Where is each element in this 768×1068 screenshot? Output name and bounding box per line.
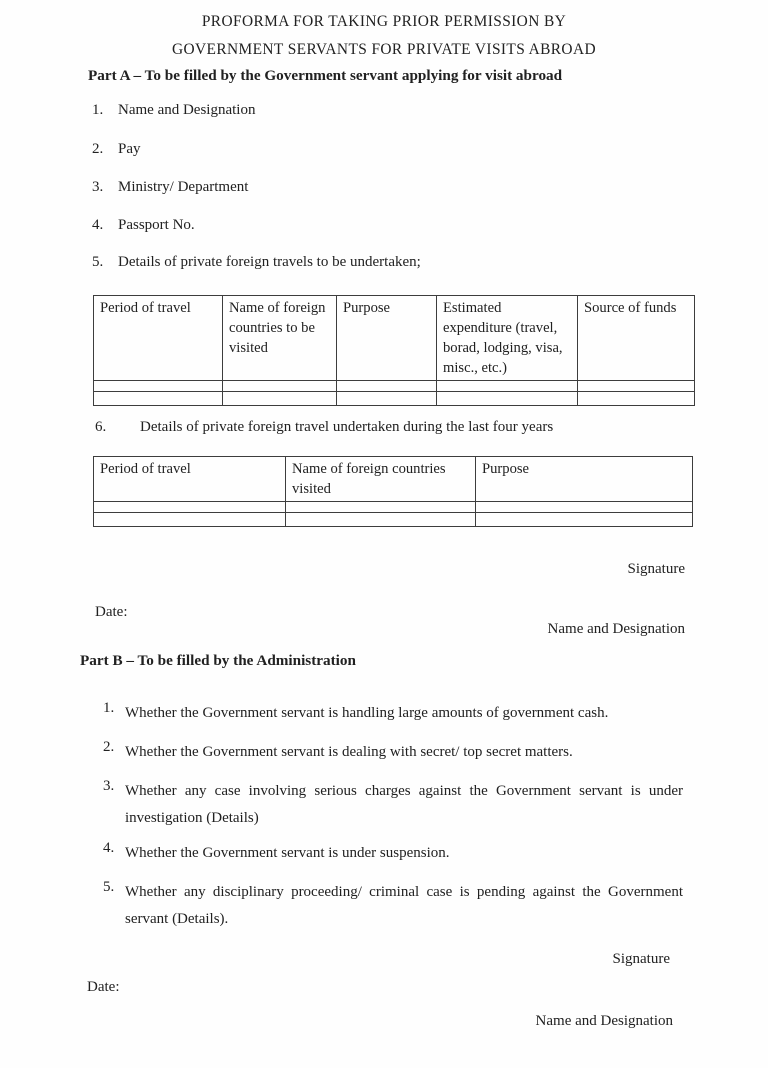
column-header-period: Period of travel	[94, 296, 223, 381]
part-b-item-3	[103, 778, 683, 832]
part-b-item-5	[103, 879, 683, 933]
part-b-date-label: Date:	[87, 979, 120, 995]
item-text: Whether the Government servant is dealing with secret/ top secret matters.	[125, 744, 573, 760]
empty-cell	[476, 502, 693, 513]
empty-cell	[337, 392, 437, 406]
empty-cell	[94, 381, 223, 392]
part-a-signature-label: Signature	[627, 561, 685, 577]
item-number: 4.	[103, 840, 115, 856]
form-title-line-1: PROFORMA FOR TAKING PRIOR PERMISSION BY	[201, 13, 567, 30]
item-text: Passport No.	[118, 217, 195, 233]
item-number: 2.	[92, 141, 104, 157]
table-empty-row	[94, 513, 693, 527]
part-b-item-2	[103, 739, 683, 766]
part-b-item-1	[103, 700, 683, 727]
table-header-row	[94, 296, 695, 381]
part-a-heading: Part A – To be filled by the Government servant applying for visit abroad	[88, 67, 563, 84]
empty-cell	[94, 392, 223, 406]
empty-cell	[578, 381, 695, 392]
item-text: Details of private foreign travel undertaken during the last four years	[140, 419, 554, 435]
empty-cell	[286, 513, 476, 527]
item-number: 3.	[92, 179, 104, 195]
column-header-countries: Name of foreign countries to be visited	[223, 296, 337, 381]
item-number: 4.	[92, 217, 104, 233]
empty-cell	[578, 392, 695, 406]
empty-cell	[94, 502, 286, 513]
item-number: 3.	[103, 778, 115, 794]
part-b-name-designation-label: Name and Designation	[535, 1013, 673, 1029]
column-header-countries: Name of foreign countries visited	[286, 457, 476, 502]
part-a-item-1	[92, 102, 255, 119]
part-a-name-designation-label: Name and Designation	[547, 621, 685, 637]
table-empty-row	[94, 502, 693, 513]
table-header-row	[94, 457, 693, 502]
part-a-item-2	[92, 141, 141, 158]
part-b-item-4	[103, 840, 683, 867]
travel-history-table	[93, 456, 693, 527]
item-text: Ministry/ Department	[118, 179, 249, 195]
empty-cell	[223, 381, 337, 392]
part-a-item-5	[92, 254, 421, 271]
item-number: 2.	[103, 739, 115, 755]
empty-cell	[337, 381, 437, 392]
item-text: Name and Designation	[118, 102, 256, 118]
part-a-item-4	[92, 217, 195, 234]
form-title-line-2: GOVERNMENT SERVANTS FOR PRIVATE VISITS ABROAD	[172, 41, 596, 58]
item-text: Whether any disciplinary proceeding/ criminal case is pending against the Government servant (Details).	[125, 884, 683, 927]
item-number: 1.	[92, 102, 104, 118]
item-number: 6.	[95, 419, 107, 435]
item-text: Pay	[118, 141, 141, 157]
column-header-period: Period of travel	[94, 457, 286, 502]
table-empty-row	[94, 392, 695, 406]
item-text: Details of private foreign travels to be undertaken;	[118, 254, 421, 270]
part-a-date-label: Date:	[95, 604, 128, 620]
column-header-expenditure: Estimated expenditure (travel, borad, lodging, visa, misc., etc.)	[437, 296, 578, 381]
column-header-purpose: Purpose	[476, 457, 693, 502]
empty-cell	[437, 392, 578, 406]
item-text: Whether the Government servant is handling large amounts of government cash.	[125, 705, 609, 721]
part-b-heading: Part B – To be filled by the Administration	[80, 652, 356, 669]
empty-cell	[437, 381, 578, 392]
part-a-item-6	[95, 419, 553, 436]
part-a-item-3	[92, 179, 248, 196]
part-b-signature-label: Signature	[612, 951, 670, 967]
travel-details-table	[93, 295, 695, 406]
table-empty-row	[94, 381, 695, 392]
empty-cell	[94, 513, 286, 527]
item-text: Whether any case involving serious charges against the Government servant is under investigation (Details)	[125, 783, 683, 826]
empty-cell	[223, 392, 337, 406]
item-number: 1.	[103, 700, 115, 716]
item-number: 5.	[92, 254, 104, 270]
column-header-funds: Source of funds	[578, 296, 695, 381]
item-text: Whether the Government servant is under suspension.	[125, 845, 450, 861]
empty-cell	[476, 513, 693, 527]
column-header-purpose: Purpose	[337, 296, 437, 381]
item-number: 5.	[103, 879, 115, 895]
empty-cell	[286, 502, 476, 513]
